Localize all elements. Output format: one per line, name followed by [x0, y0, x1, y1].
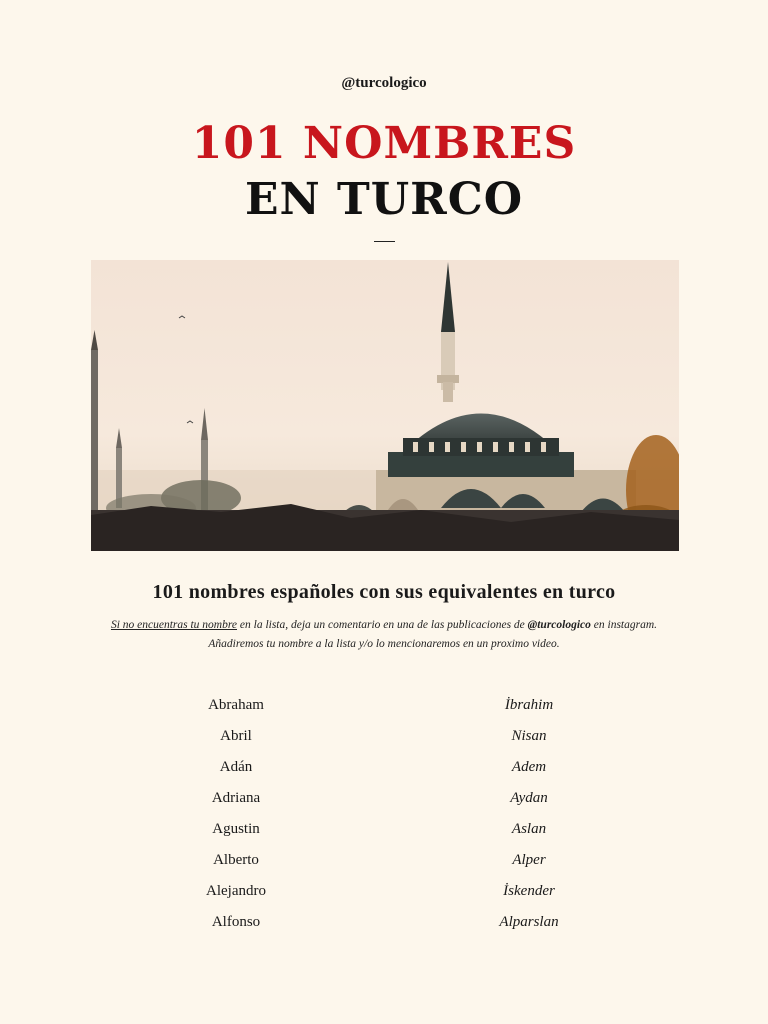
note-end: en instagram. [590, 619, 658, 631]
title-line-1: 101 NOMBRES [191, 118, 577, 169]
turkish-name: Aslan [511, 821, 547, 837]
turkish-name: İbrahim [504, 697, 554, 713]
turkish-name: Alper [512, 852, 546, 868]
name-row [0, 914, 768, 945]
spanish-name: Adán [219, 759, 253, 775]
spanish-name: Alejandro [206, 883, 266, 899]
title-line-2: EN TURCO [244, 174, 524, 225]
spanish-name: Agustin [212, 821, 260, 837]
spanish-name: Alfonso [211, 914, 261, 930]
name-row [0, 821, 768, 852]
name-row [0, 852, 768, 883]
turkish-name: Aydan [510, 790, 548, 806]
intro-note-line-2: Añadiremos tu nombre a la lista y/o lo mencionaremos en un proximo video. [208, 638, 560, 650]
note-handle: @turcologico [527, 619, 591, 631]
name-row [0, 697, 768, 728]
mosque-photo [91, 260, 679, 551]
spanish-name: Abril [220, 728, 252, 744]
name-row [0, 728, 768, 759]
turkish-name: Adem [511, 759, 547, 775]
turkish-name: İskender [503, 883, 555, 899]
name-row [0, 790, 768, 821]
spanish-name: Alberto [213, 852, 259, 868]
intro-note-line-1 [0, 619, 768, 631]
names-list [0, 697, 768, 945]
spanish-name: Abraham [208, 697, 264, 713]
turkish-name: Alparslan [499, 914, 559, 930]
name-row [0, 883, 768, 914]
note-link[interactable]: Si no encuentras tu nombre [110, 619, 238, 631]
spanish-name: Adriana [211, 790, 261, 806]
name-row [0, 759, 768, 790]
note-mid: en la lista, deja un comentario en una de las publicaciones de [237, 619, 528, 631]
section-subtitle: 101 nombres españoles con sus equivalentes en turco [152, 581, 616, 603]
title-divider [374, 241, 395, 242]
turkish-name: Nisan [511, 728, 547, 744]
instagram-handle: @turcologico [341, 75, 427, 91]
